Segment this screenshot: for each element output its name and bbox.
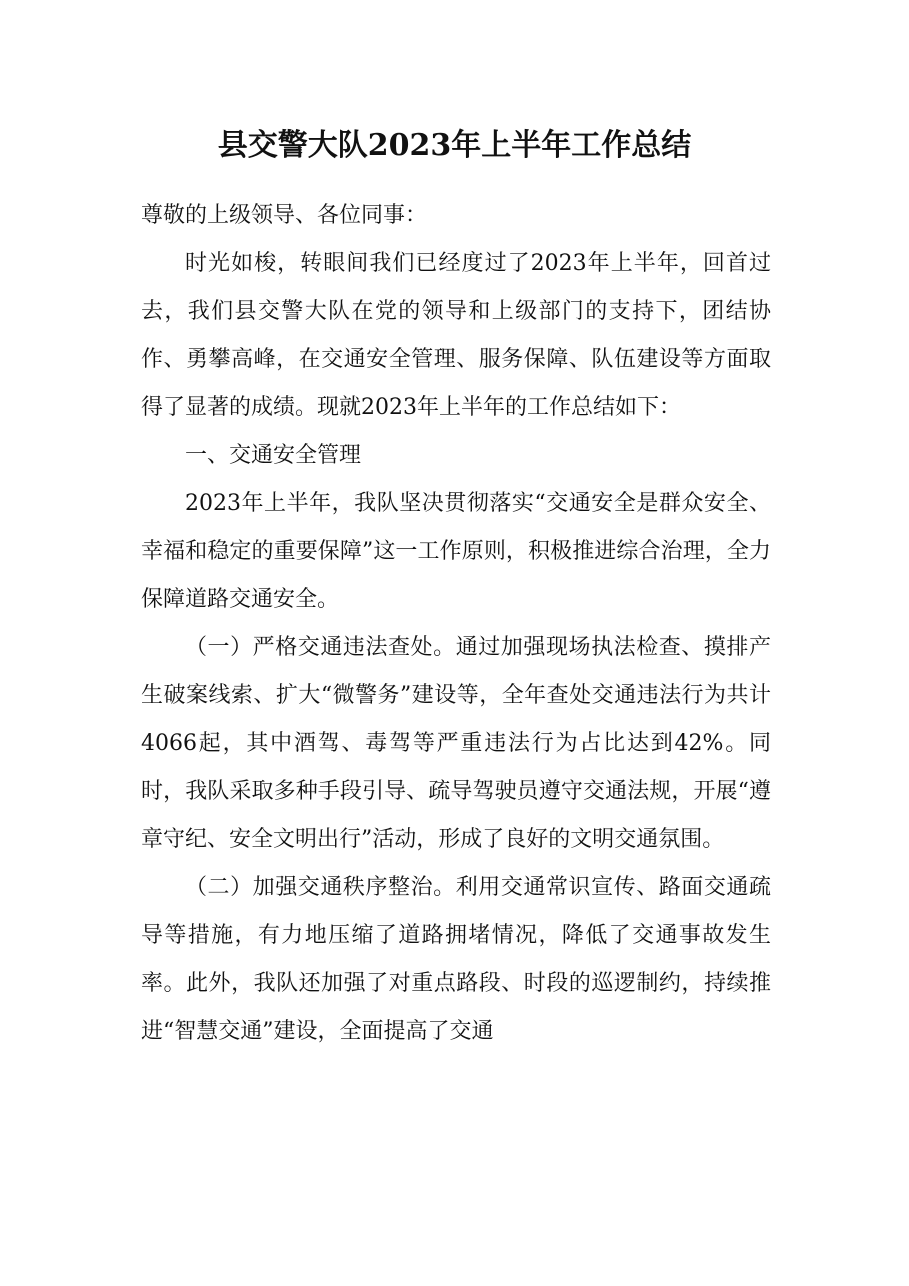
- section-heading-traffic-safety: 一、交通安全管理: [185, 443, 362, 468]
- subsection-paragraph-order: （二）加强交通秩序整治。利用交通常识宣传、路面交通疏导等措施，有力地压缩了道路拥堵情况，降低了交通事故发生率。此外，我队还加强了对重点路段、时段的巡逻制约，持续推进“智慧交通”建设，全面提高了交通: [141, 875, 771, 1044]
- document-title: 县交警大队2023年上半年工作总结: [217, 128, 692, 163]
- section-paragraph-overview: 2023年上半年，我队坚决贯彻落实“交通安全是群众安全、幸福和稳定的重要保障”这一工作原则，积极推进综合治理，全力保障道路交通安全。: [141, 491, 771, 612]
- subsection-paragraph-violations: （一）严格交通违法查处。通过加强现场执法检查、摸排产生破案线索、扩大“微警务”建设等，全年查处交通违法行为共计4066起，其中酒驾、毒驾等严重违法行为占比达到42%。同时，我队采取多种手段引导、疏导驾驶员遵守交通法规，开展“遵章守纪、安全文明出行”活动，形成了良好的文明交通氛围。: [141, 635, 771, 852]
- salutation: 尊敬的上级领导、各位同事：: [141, 203, 428, 228]
- document-body: [141, 192, 771, 1056]
- intro-paragraph: 时光如梭，转眼间我们已经度过了2023年上半年，回首过去，我们县交警大队在党的领导和上级部门的支持下，团结协作、勇攀高峰，在交通安全管理、服务保障、队伍建设等方面取得了显著的成绩。现就2023年上半年的工作总结如下：: [141, 251, 771, 420]
